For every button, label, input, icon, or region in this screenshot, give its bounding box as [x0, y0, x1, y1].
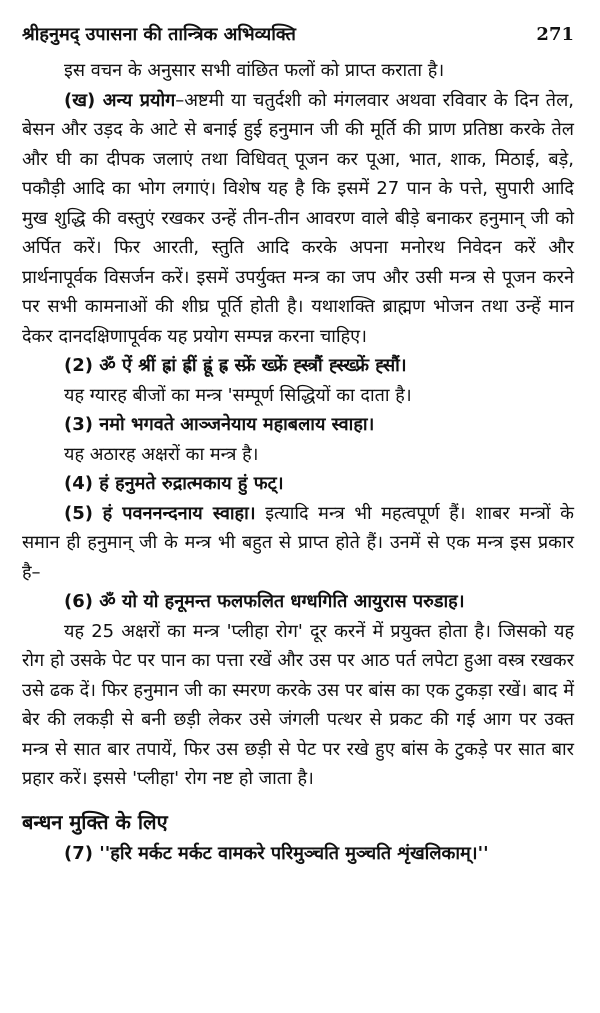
paragraph-mantra-5 [22, 499, 574, 588]
mantra-4 [22, 469, 574, 499]
section-heading: बन्धन मुक्ति के लिए [22, 809, 168, 834]
mantra-2-text: ॐ ऐं श्रीं ह्रां ह्रीं ह्रूं ह्र स्फ्रें ख्फ्रें ह्स्त्रौं ह्स्ख्फ्रें ह्सौं। [99, 355, 407, 376]
running-title: श्रीहनुमद् उपासना की तान्त्रिक अभिव्यक्ति [22, 24, 296, 45]
note-mantra-2: यह ग्यारह बीजों का मन्त्र 'सम्पूर्ण सिद्धियों का दाता है। [64, 384, 412, 406]
page-number: 271 [536, 24, 574, 45]
mantra-6-text: ॐ यो यो हनूमन्त फलफलित धग्धगिति आयुरास परुडाह। [99, 591, 465, 612]
mantra-3-text: नमो भगवते आञ्जनेयाय महाबलाय स्वाहा। [99, 414, 375, 435]
mantra-6 [22, 587, 574, 617]
mantra-2 [22, 351, 574, 381]
mantra-7-text: ''हरि मर्कट मर्कट वामकरे परिमुञ्चति मुञ्चति शृंखलिकाम्।'' [99, 843, 489, 864]
mantra-3 [22, 410, 574, 440]
paragraph-pliha-rog: यह 25 अक्षरों का मन्त्र 'प्लीहा रोग' दूर करनें में प्रयुक्त होता है। जिसको यह रोग हो उसके पेट पर पान का पत्ता रखें और उस पर आठ पर्त लपेटा हुआ वस्त्र रखकर उसे ढक दें। फिर हनुमान जी का स्मरण करके उस पर बांस का एक टुकड़ा रखें। बाद में बेर की लकड़ी से बनी छड़ी लेकर उसे जंगली पत्थर से प्रकट की गई आग पर उक्त मन्त्र से सात बार तपायें, फिर उस छड़ी से पेट पर रखे हुए बांस के टुकड़े पर सात बार प्रहार करें। इससे 'प्लीहा' रोग नष्ट हो जाता है। [22, 620, 574, 789]
note-mantra-3: यह अठारह अक्षरों का मन्त्र है। [64, 443, 259, 465]
mantra-5-description: इत्यादि मन्त्र भी महत्वपूर्ण हैं। शाबर मन्त्रों के समान ही हनुमान् जी के मन्त्र भी बहुत से प्राप्त होते हैं। उनमें से एक मन्त्र इस प्रकार है– [22, 502, 574, 583]
paragraph-other-prayog [22, 86, 574, 352]
mantra-5-text: हं पवननन्दनाय स्वाहा। [102, 502, 256, 524]
mantra-7 [22, 839, 574, 869]
mantra-4-text: हं हनुमते रुद्रात्मकाय हुं फट्। [99, 473, 284, 494]
mantra-4-number: (4) [64, 473, 93, 494]
mantra-3-number: (3) [64, 414, 93, 435]
paragraph-intro: इस वचन के अनुसार सभी वांछित फलों को प्राप्त कराता है। [64, 60, 445, 81]
page-body [22, 56, 574, 869]
mantra-6-number: (6) [64, 591, 93, 612]
mantra-2-number: (2) [64, 355, 93, 376]
mantra-5-number: (5) [64, 502, 93, 524]
prayog-text: –अष्टमी या चतुर्दशी को मंगलवार अथवा रविवार के दिन तेल, बेसन और उड़द के आटे से बनाई हुई हनुमान जी की मूर्ति की प्राण प्रतिष्ठा करके तेल और घी का दीपक जलाएं तथा विधिवत् पूजन कर पूआ, भात, शाक, मिठाई, बड़े, पकौड़ी आदि का भोग लगाएं। विशेष यह है कि इसमें 27 पान के पत्ते, सुपारी आदि मुख शुद्धि की वस्तुएं रखकर उन्हें तीन-तीन आवरण वाले बीड़े बनाकर हनुमान् जी को अर्पित करें। फिर आरती, स्तुति आदि करके अपना मनोरथ निवेदन करें और प्रार्थनापूर्वक विसर्जन करें। इसमें उपर्युक्त मन्त्र का जप और उसी मन्त्र से पूजन करने पर सभी कामनाओं की शीघ्र पूर्ति होती है। यथाशक्ति ब्राह्मण भोजन तथा उन्हें मान देकर दानदक्षिणापूर्वक यह प्रयोग सम्पन्न करना चाहिए। [22, 89, 574, 347]
prayog-label: (ख) अन्य प्रयोग [64, 89, 176, 111]
mantra-7-number: (7) [64, 843, 93, 864]
page-header [22, 22, 574, 46]
